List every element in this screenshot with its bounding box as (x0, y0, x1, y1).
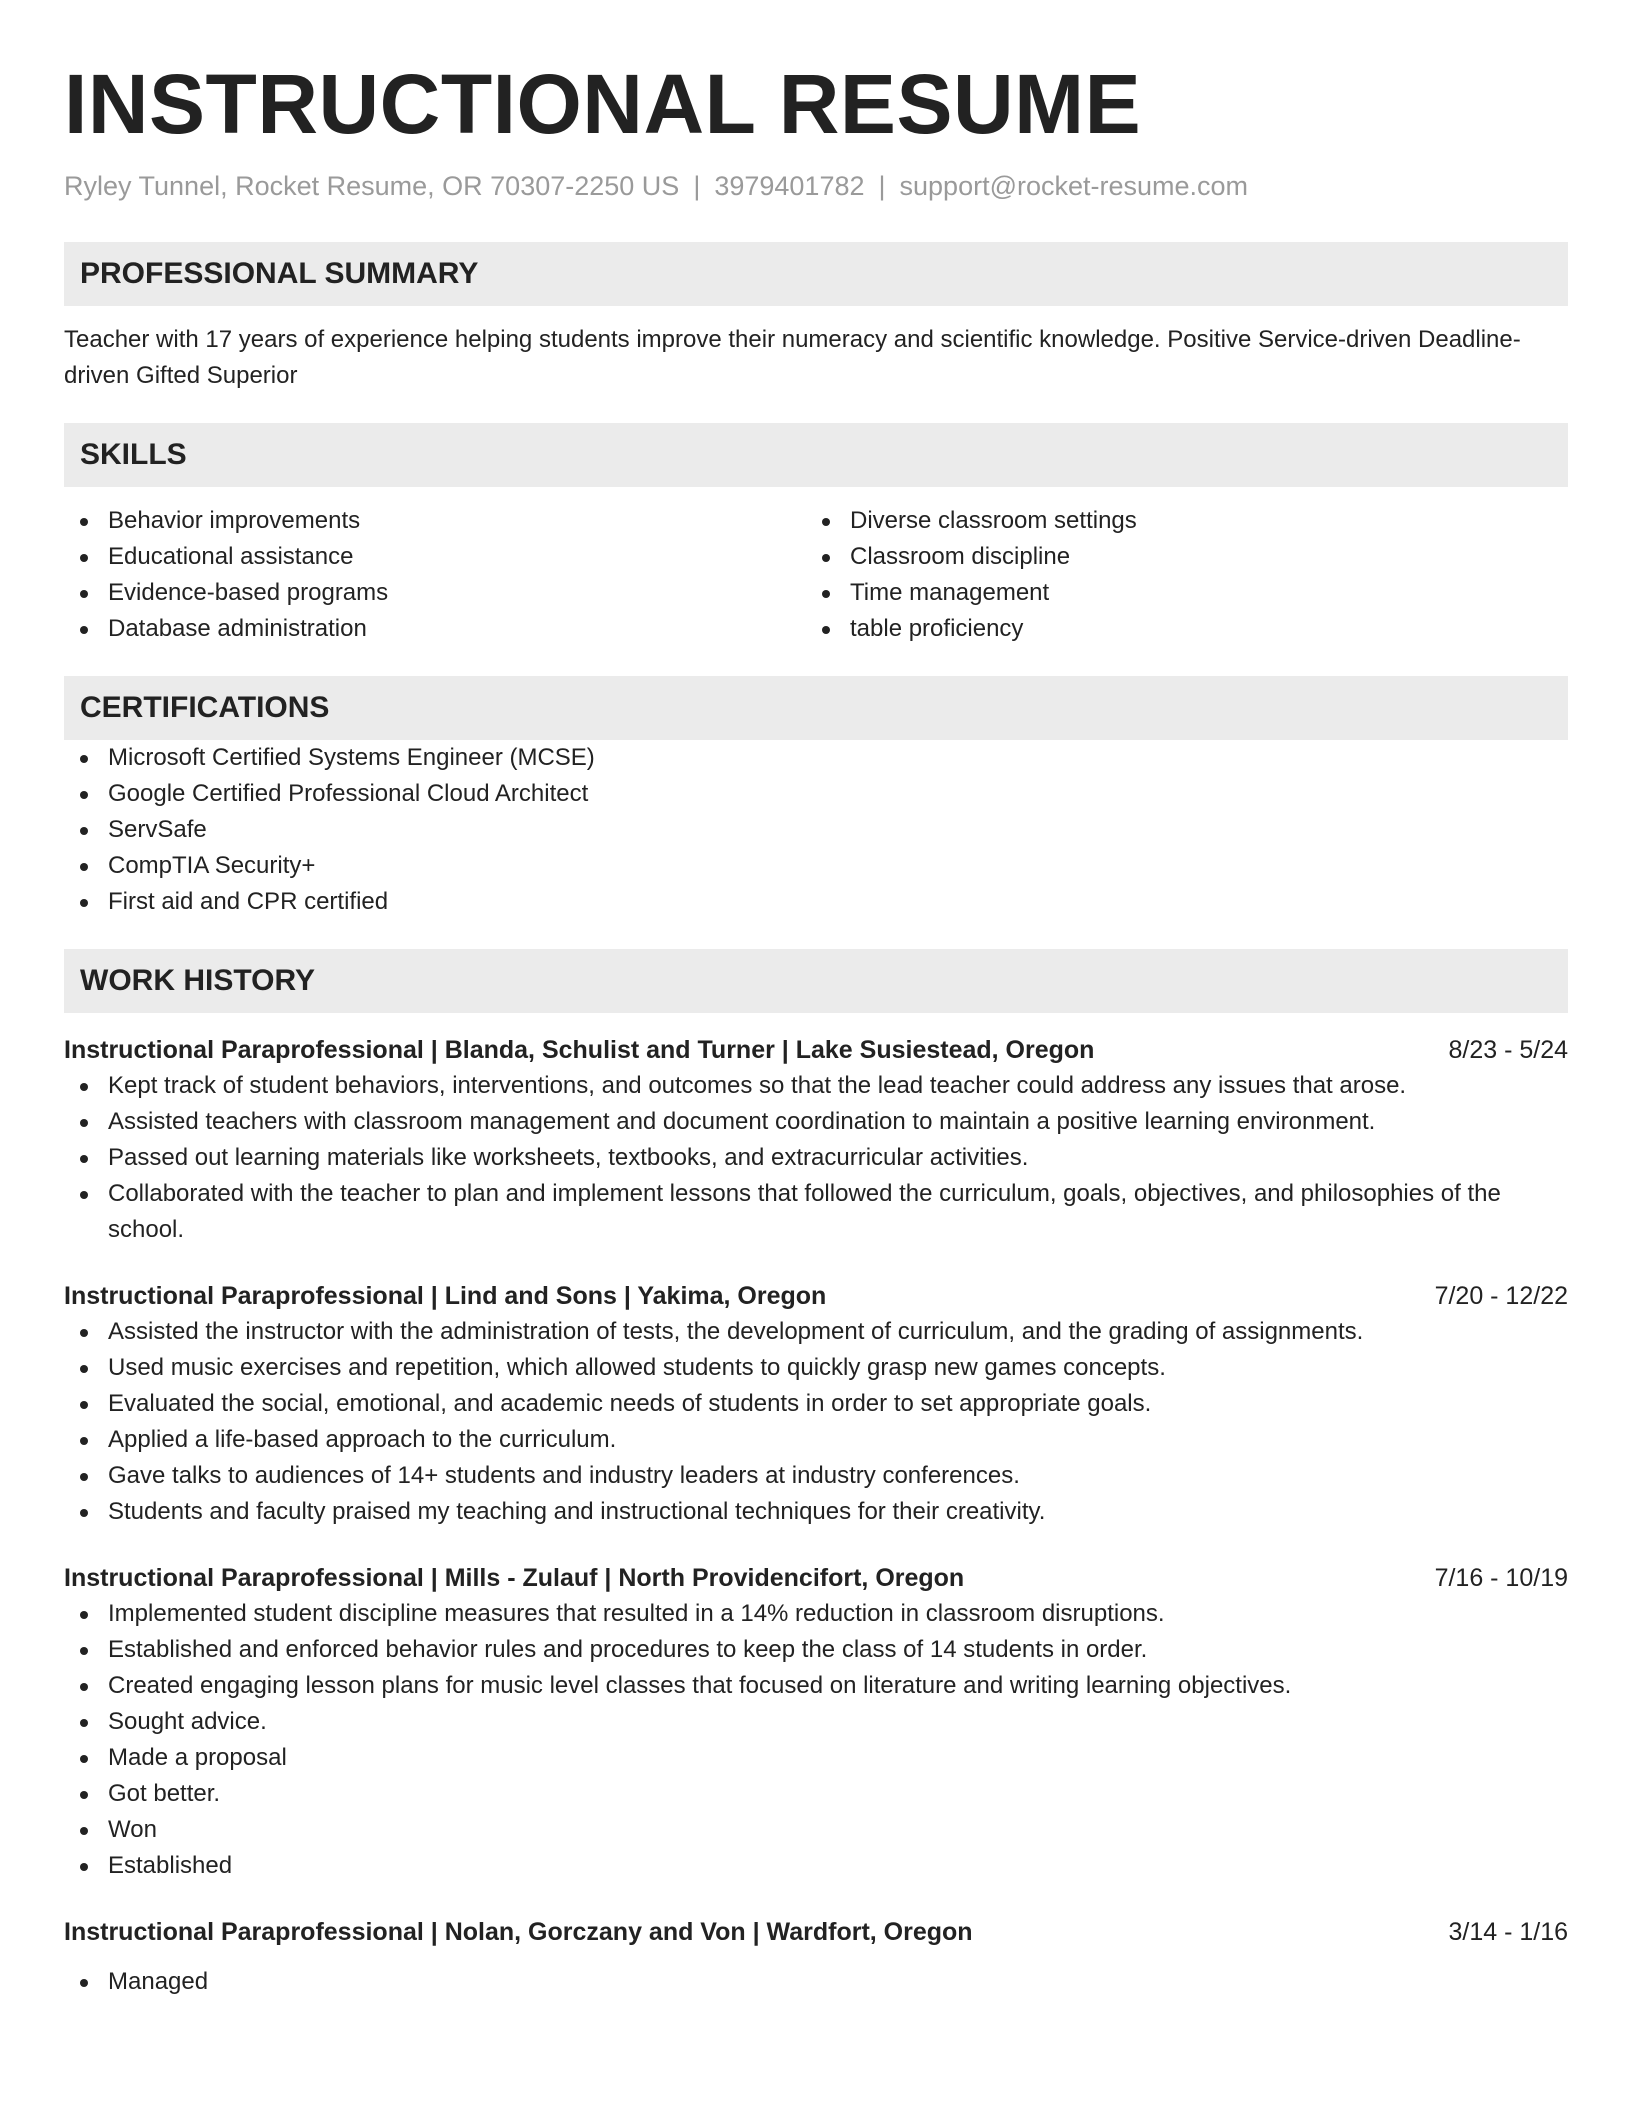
certifications-list (64, 740, 1568, 920)
job-bullet: Won (64, 1812, 1568, 1848)
skill-item: Time management (806, 575, 1548, 611)
job-header (64, 1914, 1568, 1950)
section-header-work-history: WORK HISTORY (64, 949, 1568, 1013)
contact-separator: | (693, 171, 701, 201)
section-header-certifications: CERTIFICATIONS (64, 676, 1568, 740)
section-header-skills: SKILLS (64, 423, 1568, 487)
contact-separator: | (878, 171, 886, 201)
job-bullet: Sought advice. (64, 1704, 1568, 1740)
job-dates: 8/23 - 5/24 (1448, 1036, 1568, 1064)
contact-address: Ryley Tunnel, Rocket Resume, OR 70307-2250 US (64, 171, 680, 201)
job-bullet: Passed out learning materials like worksheets, textbooks, and extracurricular activities. (64, 1140, 1568, 1176)
job-entry (64, 1032, 1568, 1248)
job-bullet: Kept track of student behaviors, interventions, and outcomes so that the lead teacher could address any issues that arose. (64, 1068, 1568, 1104)
job-dates: 7/20 - 12/22 (1434, 1282, 1568, 1310)
job-bullet: Established and enforced behavior rules and procedures to keep the class of 14 students in order. (64, 1632, 1568, 1668)
job-title: Instructional Paraprofessional | Nolan, Gorczany and Von | Wardfort, Oregon (64, 1918, 973, 1946)
job-bullet: Applied a life-based approach to the curriculum. (64, 1422, 1568, 1458)
job-bullet: Gave talks to audiences of 14+ students and industry leaders at industry conferences. (64, 1458, 1568, 1494)
job-entry (64, 1914, 1568, 2000)
job-title: Instructional Paraprofessional | Mills - Zulauf | North Providencifort, Oregon (64, 1564, 965, 1592)
skills-grid (64, 503, 1568, 647)
job-bullet: Implemented student discipline measures that resulted in a 14% reduction in classroom disruptions. (64, 1596, 1568, 1632)
skill-item: Diverse classroom settings (806, 503, 1548, 539)
job-entry (64, 1560, 1568, 1884)
skill-item: Educational assistance (64, 539, 806, 575)
skill-item: table proficiency (806, 611, 1548, 647)
job-title: Instructional Paraprofessional | Blanda, Schulist and Turner | Lake Susiestead, Oregon (64, 1036, 1095, 1064)
certification-item: Google Certified Professional Cloud Architect (64, 776, 1568, 812)
job-bullet: Made a proposal (64, 1740, 1568, 1776)
skill-item: Classroom discipline (806, 539, 1548, 575)
certification-item: First aid and CPR certified (64, 884, 1568, 920)
job-header (64, 1278, 1568, 1314)
contact-phone: 3979401782 (714, 171, 865, 201)
contact-email: support@rocket-resume.com (899, 171, 1249, 201)
skills-column-right (806, 503, 1548, 647)
certification-item: CompTIA Security+ (64, 848, 1568, 884)
job-bullet: Students and faculty praised my teaching and instructional techniques for their creativity. (64, 1494, 1568, 1530)
job-header (64, 1032, 1568, 1068)
job-bullet: Managed (64, 1964, 1568, 2000)
job-dates: 3/14 - 1/16 (1448, 1918, 1568, 1946)
skill-item: Behavior improvements (64, 503, 806, 539)
job-entry (64, 1278, 1568, 1530)
job-bullet: Assisted the instructor with the administration of tests, the development of curriculum, and the grading of assignments. (64, 1314, 1568, 1350)
job-bullet: Assisted teachers with classroom management and document coordination to maintain a positive learning environment. (64, 1104, 1568, 1140)
job-bullets (64, 1314, 1568, 1530)
job-bullet: Got better. (64, 1776, 1568, 1812)
job-bullets (64, 1964, 1568, 2000)
job-bullet: Established (64, 1848, 1568, 1884)
skill-item: Evidence-based programs (64, 575, 806, 611)
certification-item: ServSafe (64, 812, 1568, 848)
section-header-summary: PROFESSIONAL SUMMARY (64, 242, 1568, 306)
certification-item: Microsoft Certified Systems Engineer (MCSE) (64, 740, 1568, 776)
job-bullets (64, 1068, 1568, 1248)
job-bullets (64, 1596, 1568, 1884)
job-dates: 7/16 - 10/19 (1434, 1564, 1568, 1592)
summary-text: Teacher with 17 years of experience helping students improve their numeracy and scientific knowledge. Positive Service-driven Deadline-driven Gifted Superior (64, 326, 1521, 389)
job-bullet: Evaluated the social, emotional, and academic needs of students in order to set appropriate goals. (64, 1386, 1568, 1422)
job-title: Instructional Paraprofessional | Lind and Sons | Yakima, Oregon (64, 1282, 827, 1310)
skill-item: Database administration (64, 611, 806, 647)
skills-column-left (64, 503, 806, 647)
resume-title: INSTRUCTIONAL RESUME (64, 57, 1142, 151)
job-bullet: Used music exercises and repetition, which allowed students to quickly grasp new games concepts. (64, 1350, 1568, 1386)
job-header (64, 1560, 1568, 1596)
job-bullet: Created engaging lesson plans for music level classes that focused on literature and writing learning objectives. (64, 1668, 1568, 1704)
job-bullet: Collaborated with the teacher to plan and implement lessons that followed the curriculum, goals, objectives, and philosophies of the school. (64, 1176, 1568, 1248)
contact-line (64, 168, 1568, 204)
